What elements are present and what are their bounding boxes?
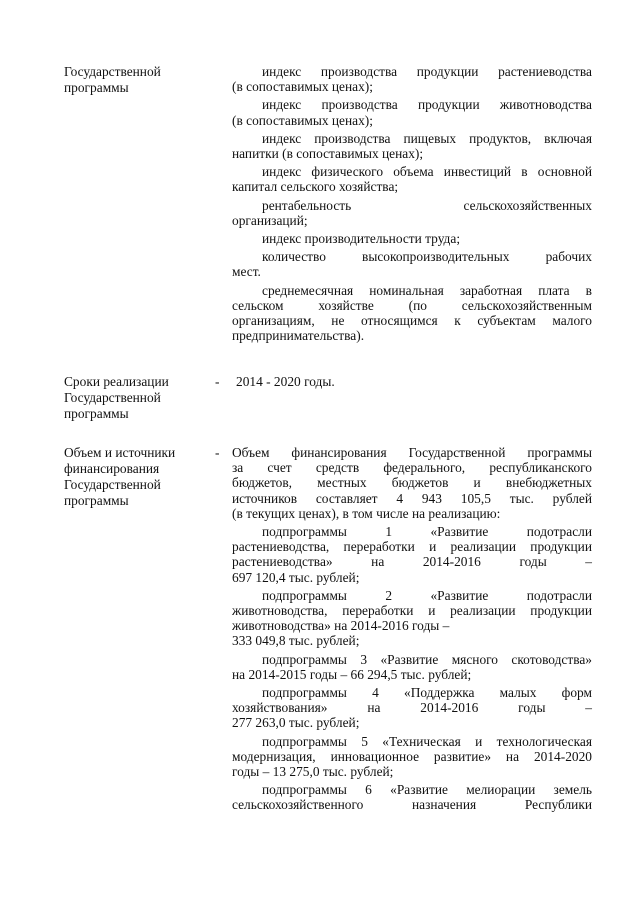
text-line: (в текущих ценах), в том числе на реализацию:	[232, 505, 501, 521]
financing-text	[232, 445, 592, 813]
text-line: животноводства» на 2014-2016 годы –	[232, 618, 450, 634]
text-line: индекс производства продукции растениеводства	[262, 64, 592, 79]
text-line: среднемесячная номинальная заработная плата в	[262, 282, 592, 298]
text-line: (в сопоставимых ценах);	[232, 79, 373, 95]
text-line: 333 049,8 тыс. рублей;	[232, 633, 360, 649]
text-line: организаций;	[232, 212, 308, 228]
label-line: Государственной	[64, 390, 161, 405]
text-line: сельском хозяйстве (по сельскохозяйственным	[232, 297, 592, 313]
text-line: напитки (в сопоставимых ценах);	[232, 146, 424, 162]
text-line: индекс производительности труда;	[262, 231, 461, 247]
text-line: за счет средств федерального, республиканского	[232, 460, 592, 476]
text-line: количество высокопроизводительных рабочих	[262, 249, 592, 265]
text-line: подпрограммы 2 «Развитие подотрасли	[262, 587, 592, 603]
text-line: подпрограммы 6 «Развитие мелиорации земель	[262, 782, 592, 798]
label-line: Государственной	[64, 64, 161, 79]
text-line: подпрограммы 1 «Развитие подотрасли	[262, 524, 592, 540]
text-line: индекс физического объема инвестиций в основной	[262, 164, 592, 180]
text-line: рентабельность сельскохозяйственных	[262, 197, 592, 213]
text-line: предпринимательства).	[232, 328, 365, 344]
text-line: источников составляет 4 943 105,5 тыс. рублей	[232, 490, 592, 506]
text-line: бюджетов, местных бюджетов и внебюджетных	[232, 475, 592, 491]
period-text: 2014 - 2020 годы.	[236, 374, 335, 389]
label-indicators	[64, 64, 196, 96]
text-line: подпрограммы 5 «Техническая и технологическая	[262, 733, 592, 749]
text-line: хозяйствования» на 2014-2016 годы –	[232, 700, 592, 716]
text-line: сельскохозяйственного назначения Республики	[232, 797, 592, 813]
text-line: годы – 13 275,0 тыс. рублей;	[232, 764, 394, 780]
text-line: индекс производства продукции животноводства	[262, 97, 592, 113]
text-line: подпрограммы 3 «Развитие мясного скотоводства»	[262, 651, 592, 667]
dash: -	[215, 445, 220, 460]
text-line: растениеводства» на 2014-2016 годы –	[232, 554, 592, 570]
text-line: (в сопоставимых ценах);	[232, 112, 373, 128]
label-line: Сроки реализации	[64, 374, 169, 389]
label-financing	[64, 445, 196, 509]
text-line: 277 263,0 тыс. рублей;	[232, 715, 360, 731]
text-line: животноводства, переработки и реализации продукции	[232, 603, 592, 619]
dash: -	[215, 374, 220, 389]
label-period	[64, 374, 196, 422]
label-line: Объем и источники	[64, 445, 176, 460]
label-line: финансирования	[64, 461, 160, 476]
text-line: модернизация, инновационное развитие» на 2014-2020	[232, 748, 592, 764]
label-line: Государственной	[64, 477, 161, 492]
label-line: программы	[64, 80, 129, 95]
text-line: подпрограммы 4 «Поддержка малых форм	[262, 685, 592, 701]
text-line: на 2014-2015 годы – 66 294,5 тыс. рублей;	[232, 666, 472, 682]
text-line: Объем финансирования Государственной программы	[232, 445, 592, 460]
text-line: 697 120,4 тыс. рублей;	[232, 569, 360, 585]
text-line: растениеводства, переработки и реализации продукции	[232, 539, 592, 555]
text-line: мест.	[232, 264, 261, 280]
label-line: программы	[64, 406, 129, 421]
text-line: организациям, не относящимся к субъектам малого	[232, 313, 592, 329]
indicators-text	[232, 64, 592, 343]
text-line: индекс производства пищевых продуктов, включая	[262, 130, 592, 146]
text-line: капитал сельского хозяйства;	[232, 179, 399, 195]
label-line: программы	[64, 493, 129, 508]
